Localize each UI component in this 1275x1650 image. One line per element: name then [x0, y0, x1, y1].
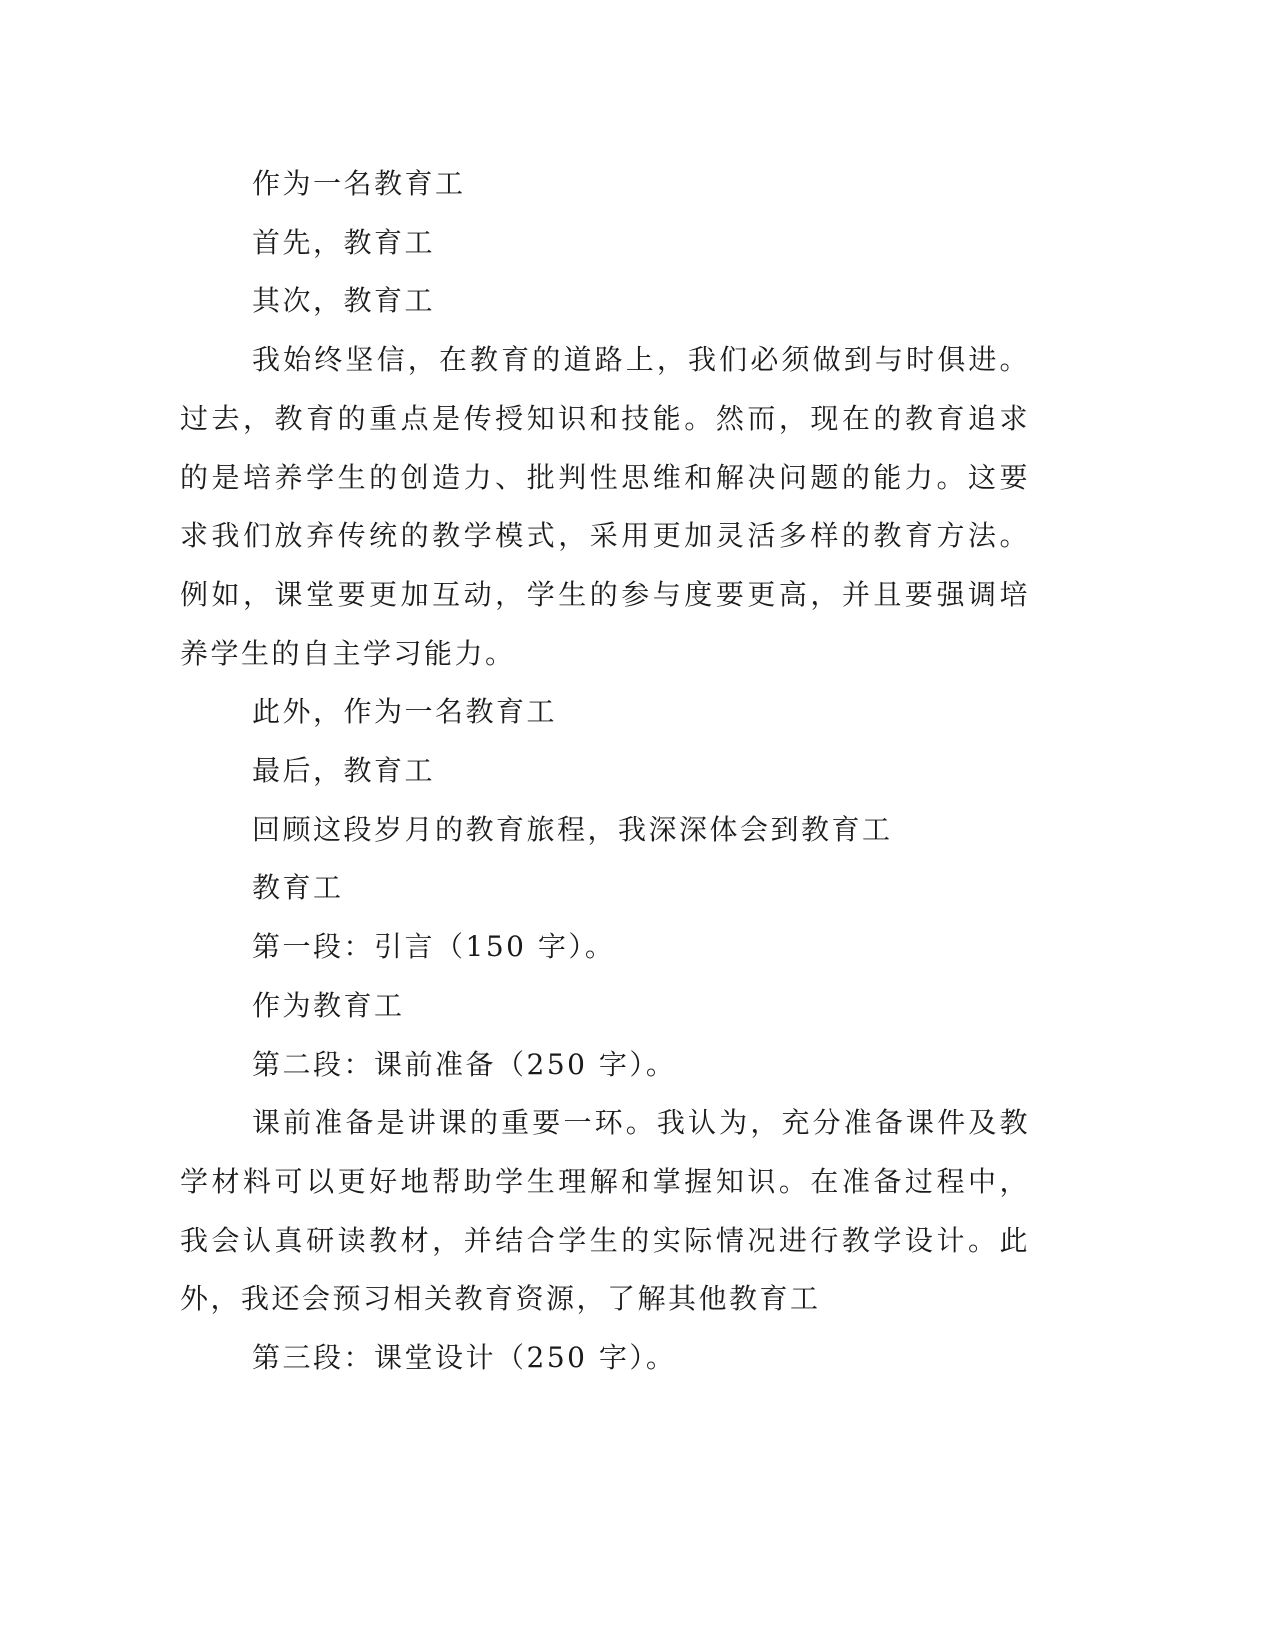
paragraph: 我始终坚信，在教育的道路上，我们必须做到与时俱进。过去，教育的重点是传授知识和技能。然而，现在的教育追求的是培养学生的创造力、批判性思维和解决问题的能力。这要求我们放弃传统的教学模式，采用更加灵活多样的教育方法。例如，课堂要更加互动，学生的参与度要更高，并且要强调培养学生的自主学习能力。	[180, 343, 1030, 670]
section-heading: 第三段：课堂设计（250 字）。	[252, 1341, 677, 1375]
section-heading: 第一段：引言（150 字）。	[252, 930, 616, 964]
section-heading: 第二段：课前准备（250 字）。	[252, 1047, 677, 1081]
paragraph: 课前准备是讲课的重要一环。我认为，充分准备课件及教学材料可以更好地帮助学生理解和掌握知识。在准备过程中，我会认真研读教材，并结合学生的实际情况进行教学设计。此外，我还会预习相关教育资源，了解其他教育工	[180, 1106, 1030, 1316]
paragraph: 教育工	[252, 871, 344, 905]
paragraph: 作为一名教育工	[252, 167, 466, 200]
paragraph: 此外，作为一名教育工	[252, 695, 558, 729]
document-body	[180, 155, 1030, 1388]
paragraph: 其次，教育工	[252, 284, 436, 318]
paragraph: 回顾这段岁月的教育旅程，我深深体会到教育工	[252, 812, 893, 846]
paragraph: 作为教育工	[252, 988, 405, 1022]
paragraph: 最后，教育工	[252, 754, 436, 788]
paragraph: 首先，教育工	[252, 225, 436, 259]
